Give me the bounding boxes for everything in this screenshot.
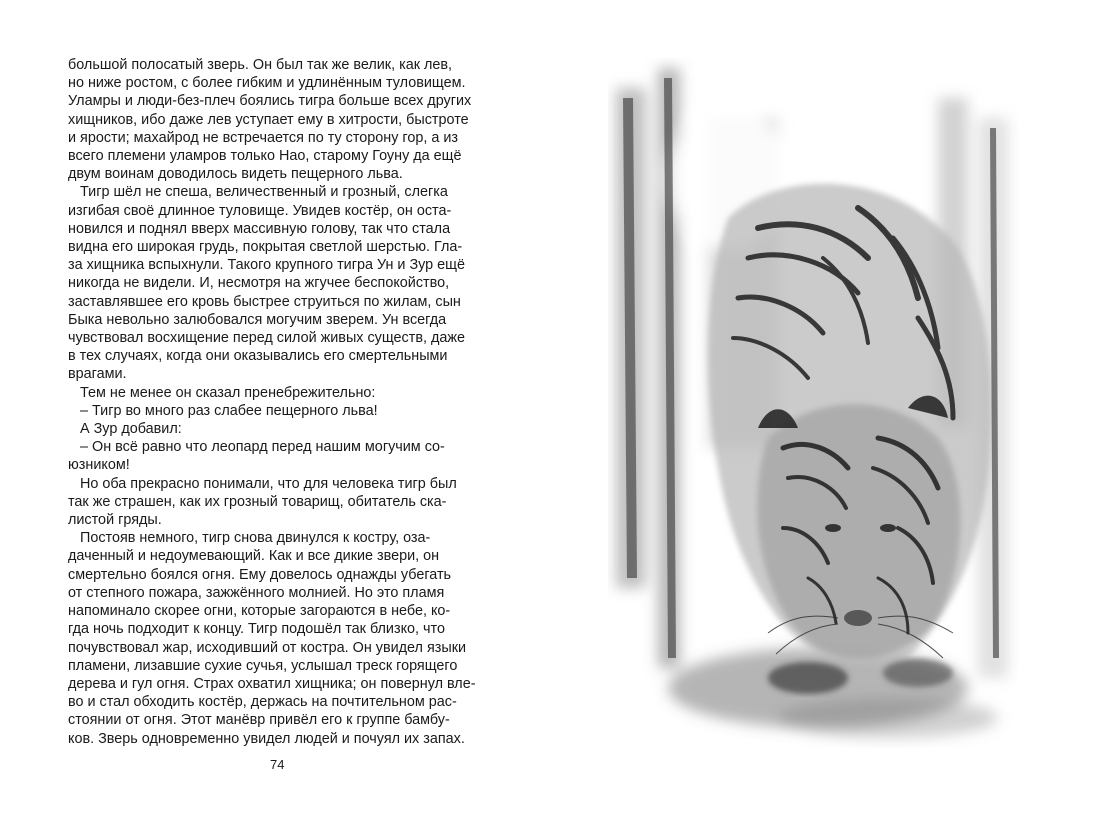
text-line: двум воинам доводилось видеть пещерного льва. — [68, 166, 403, 183]
text-line: новился и поднял вверх массивную голову, так что стала — [68, 220, 451, 237]
text-line: чувствовал восхищение перед силой живых существ, даже — [68, 330, 466, 347]
text-line: во и стал обходить костёр, держась на почтительном рас- — [68, 694, 457, 711]
text-line: видна его широкая грудь, покрытая светлой шерстью. Гла- — [68, 239, 463, 256]
text-line: Постояв немного, тигр снова двинулся к костру, оза- — [68, 530, 431, 547]
text-line: хищников, ибо даже лев уступает ему в хитрости, быстроте — [68, 111, 469, 128]
text-line: никогда не видели. И, несмотря на жгучее беспокойство, — [68, 275, 450, 292]
text-line: заставлявшее его кровь быстрее струиться по жилам, сын — [68, 293, 461, 310]
text-line: смертельно боялся огня. Ему довелось однажды убегать — [68, 566, 452, 583]
text-line: Уламры и люди-без-плеч боялись тигра больше всех других — [68, 93, 472, 110]
text-line: даченный и недоумевающий. Как и все дикие звери, он — [68, 548, 440, 565]
page-number: 74 — [270, 757, 285, 772]
body-text — [68, 56, 498, 748]
text-line: почувствовал жар, исходивший от костра. Он увидел языки — [68, 639, 467, 656]
text-line: А Зур добавил: — [68, 421, 182, 438]
text-line: за хищника вспыхнули. Такого крупного тигра Ун и Зур ещё — [68, 257, 466, 274]
text-line: но ниже ростом, с более гибким и удлинённым туловищем. — [68, 75, 466, 92]
text-line: Быка невольно залюбовался могучим зверем. Ун всегда — [68, 311, 447, 328]
text-line: Тигр шёл не спеша, величественный и грозный, слегка — [68, 184, 448, 201]
text-line: гда ночь подходит к концу. Тигр подошёл так близко, что — [68, 621, 445, 638]
text-line: напоминало скорее огни, которые загораются в небе, ко- — [68, 603, 451, 620]
text-line: всего племени уламров только Нао, старому Гоуну да ещё — [68, 148, 462, 165]
text-line: в тех случаях, когда они оказывались его смертельными — [68, 348, 448, 365]
text-line: – Тигр во много раз слабее пещерного льва! — [68, 402, 378, 419]
text-line: Но оба прекрасно понимали, что для человека тигр был — [68, 475, 457, 492]
right-page — [550, 0, 1100, 825]
text-line: врагами. — [68, 366, 127, 383]
text-line: Тем не менее он сказал пренебрежительно: — [68, 384, 376, 401]
text-line: ков. Зверь одновременно увидел людей и почуял их запах. — [68, 730, 465, 747]
text-line: листой гряды. — [68, 512, 162, 529]
text-line: дерева и гул огня. Страх охватил хищника; он повернул вле- — [68, 675, 476, 692]
text-line: так же страшен, как их грозный товарищ, обитатель ска- — [68, 493, 447, 510]
text-line: и ярости; махайрод не встречается по ту сторону гор, а из — [68, 129, 458, 146]
text-line: стоянии от огня. Этот манёвр привёл его к группе бамбу- — [68, 712, 450, 729]
text-line: от степного пожара, зажжённого молнией. Но это пламя — [68, 584, 445, 601]
text-line: пламени, лизавшие сухие сучья, услышал треск горящего — [68, 657, 458, 674]
text-line: юзником! — [68, 457, 130, 474]
text-line: – Он всё равно что леопард перед нашим могучим со- — [68, 439, 445, 456]
tiger-illustration — [608, 58, 1018, 748]
text-line: большой полосатый зверь. Он был так же велик, как лев, — [68, 57, 453, 73]
text-line: изгибая своё длинное туловище. Увидев костёр, он оста- — [68, 202, 452, 219]
